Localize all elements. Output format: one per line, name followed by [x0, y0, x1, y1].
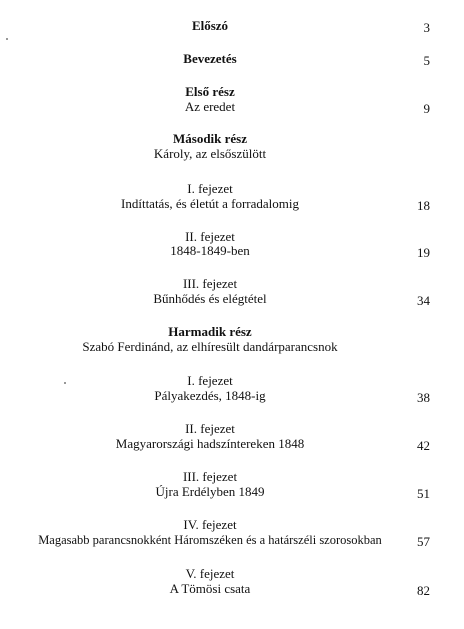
part1-page: 9 [423, 101, 430, 116]
part3-chapter5-page: 82 [417, 583, 430, 598]
part3-chapter2-title: Magyarországi hadszíntereken 1848 [115, 436, 305, 451]
part3-chapter5-title: A Tömösi csata [169, 581, 251, 596]
toc-title-eloszo: Előszó [191, 18, 229, 33]
part2-chapter2-title: 1848-1849-ben [170, 243, 250, 258]
part2-subtitle: Károly, az elsőszülött [153, 146, 267, 161]
part3-chapter4-label: IV. fejezet [183, 517, 237, 532]
toc-page-eloszo: 3 [423, 20, 430, 35]
part3-chapter3-label: III. fejezet [182, 469, 238, 484]
part3-chapter4-title: Magasabb parancsnokként Háromszéken és a határszéli szorosokban [38, 533, 382, 547]
part1-title: Az eredet [184, 99, 236, 114]
part1-heading: Első rész [185, 84, 235, 99]
part2-chapter3-page: 34 [417, 293, 430, 308]
scan-speck [64, 382, 66, 384]
part3-chapter1-page: 38 [417, 390, 430, 405]
part3-chapter5-label: V. fejezet [185, 566, 235, 581]
part3-chapter2-label: II. fejezet [185, 421, 235, 436]
part2-chapter3-title: Bűnhődés és elégtétel [153, 291, 267, 306]
part3-chapter3-title: Újra Erdélyben 1849 [155, 484, 265, 499]
toc-title-bevezetes: Bevezetés [183, 51, 237, 66]
part2-chapter2-page: 19 [417, 245, 430, 260]
part3-chapter4-page: 57 [417, 534, 430, 549]
part2-chapter1-page: 18 [417, 198, 430, 213]
part2-chapter1-label: I. fejezet [187, 181, 233, 196]
part3-chapter1-title: Pályakezdés, 1848-ig [154, 388, 266, 403]
part2-chapter2-label: II. fejezet [185, 229, 235, 244]
part3-chapter3-page: 51 [417, 486, 430, 501]
toc-page-bevezetes: 5 [423, 53, 430, 68]
part2-heading: Második rész [172, 131, 248, 146]
part2-chapter1-title: Indíttatás, és életút a forradalomig [121, 196, 299, 211]
part3-chapter2-page: 42 [417, 438, 430, 453]
part3-subtitle: Szabó Ferdinánd, az elhíresült dandárparancsnok [82, 339, 338, 354]
part3-chapter1-label: I. fejezet [187, 373, 233, 388]
scan-speck [6, 38, 8, 40]
part2-chapter3-label: III. fejezet [182, 276, 238, 291]
part3-heading: Harmadik rész [168, 324, 252, 339]
